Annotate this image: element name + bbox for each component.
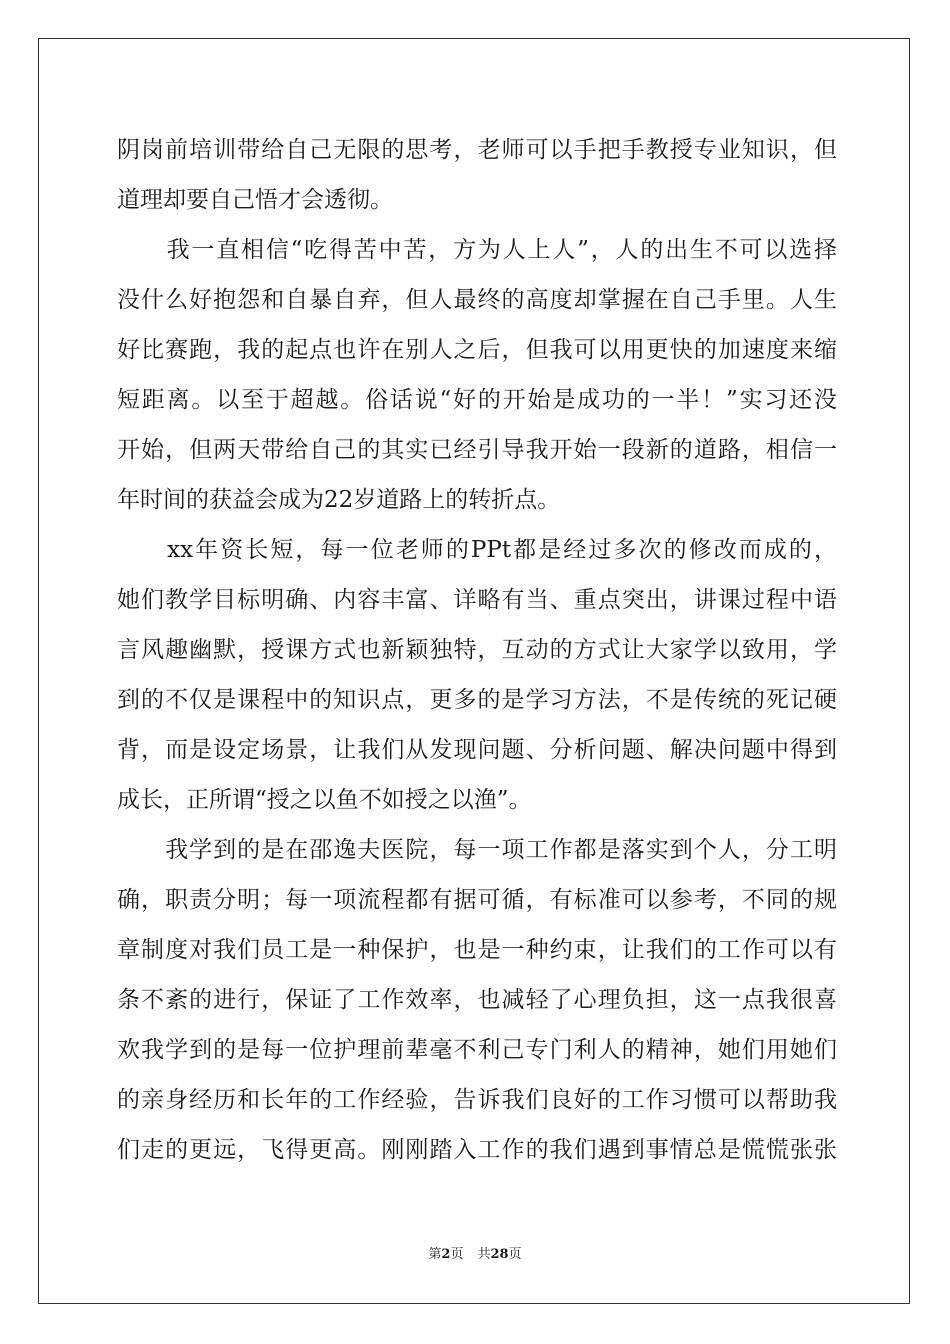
text-line: 们走的更远，飞得更高。刚刚踏入工作的我们遇到事情总是慌慌张张 bbox=[117, 1137, 837, 1163]
text-line: 成长，正所谓“授之以鱼不如授之以渔”。 bbox=[117, 787, 532, 813]
text-line: 道理却要自己悟才会透彻。 bbox=[117, 187, 393, 213]
page-prefix: 第 bbox=[428, 1247, 442, 1262]
text-line: 条不紊的进行，保证了工作效率，也减轻了心理负担，这一点我很喜 bbox=[117, 987, 837, 1013]
text-line: 阴岗前培训带给自己无限的思考，老师可以手把手教授专业知识，但 bbox=[117, 137, 837, 163]
text-line: 欢我学到的是每一位护理前辈毫不利己专门利人的精神，她们用她们 bbox=[117, 1037, 837, 1063]
text-line: 背，而是设定场景，让我们从发现问题、分析问题、解决问题中得到 bbox=[117, 737, 837, 763]
text-line: 开始，但两天带给自己的其实已经引导我开始一段新的道路，相信一 bbox=[117, 437, 837, 463]
text-line: 章制度对我们员工是一种保护，也是一种约束，让我们的工作可以有 bbox=[117, 937, 837, 963]
text-line: 没什么好抱怨和自暴自弃，但人最终的高度却掌握在自己手里。人生 bbox=[117, 287, 837, 313]
text-line: 我学到的是在邵逸夫医院，每一项工作都是落实到个人，分工明 bbox=[117, 837, 837, 863]
text-line: 她们教学目标明确、内容丰富、详略有当、重点突出，讲课过程中语 bbox=[117, 587, 837, 613]
total-suffix: 页 bbox=[508, 1247, 522, 1262]
text-line: xx年资长短，每一位老师的PPt都是经过多次的修改而成的， bbox=[117, 537, 837, 563]
text-line: 我一直相信“吃得苦中苦，方为人上人”，人的出生不可以选择 bbox=[117, 237, 837, 263]
text-line: 到的不仅是课程中的知识点，更多的是学习方法，不是传统的死记硬 bbox=[117, 687, 837, 713]
page-current: 2 bbox=[441, 1247, 451, 1262]
page-footer bbox=[0, 1246, 950, 1264]
text-line: 短距离。以至于超越。俗话说“好的开始是成功的一半！”实习还没 bbox=[117, 387, 837, 413]
text-line: 好比赛跑，我的起点也许在别人之后，但我可以用更快的加速度来缩 bbox=[117, 337, 837, 363]
page-suffix: 页 bbox=[450, 1247, 464, 1262]
text-line: 年时间的获益会成为22岁道路上的转折点。 bbox=[117, 487, 561, 513]
text-line: 确，职责分明；每一项流程都有据可循，有标准可以参考，不同的规 bbox=[117, 887, 837, 913]
page-total: 28 bbox=[490, 1247, 509, 1262]
total-prefix: 共 bbox=[477, 1247, 491, 1262]
text-line: 言风趣幽默，授课方式也新颖独特，互动的方式让大家学以致用，学 bbox=[117, 637, 837, 663]
text-line: 的亲身经历和长年的工作经验，告诉我们良好的工作习惯可以帮助我 bbox=[117, 1087, 837, 1113]
